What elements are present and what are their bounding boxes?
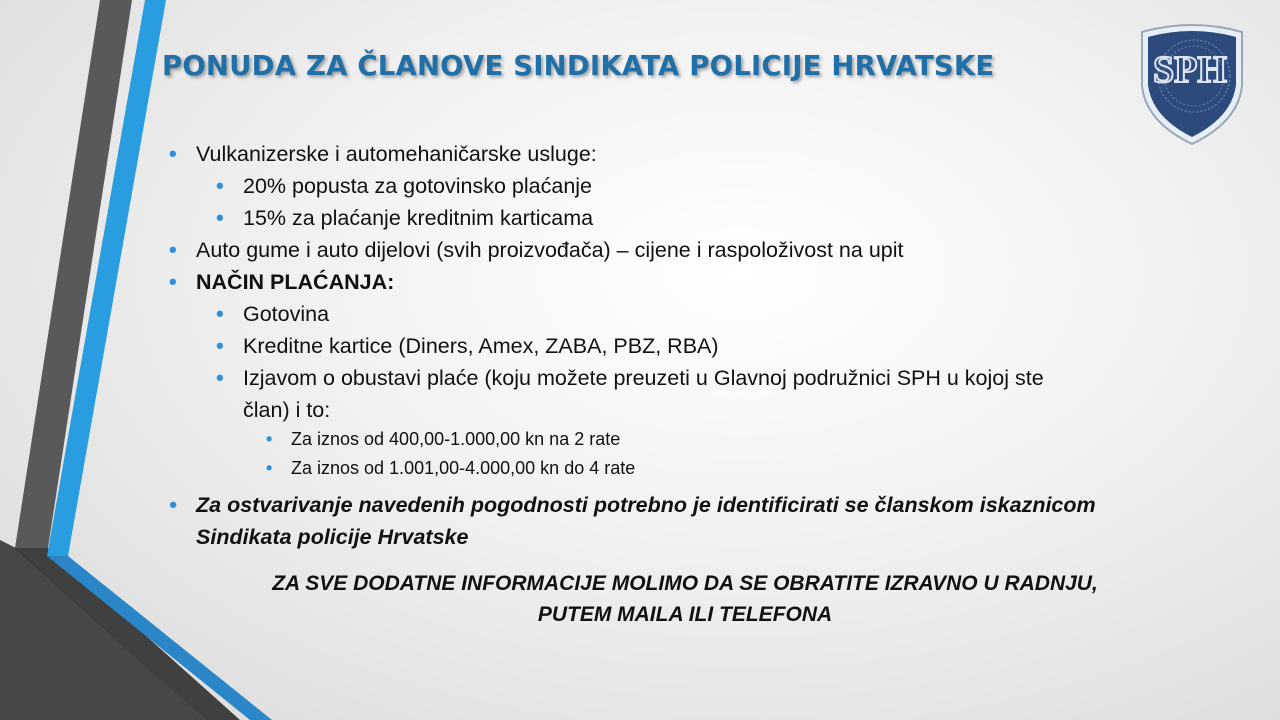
bullet-text: Gotovina <box>243 302 330 326</box>
bullet-subitem <box>216 298 330 330</box>
bullet-subsubitem <box>266 425 621 453</box>
bullet-text: Izjavom o obustavi plaće (koju možete preuzeti u Glavnoj podružnici SPH u kojoj ste <box>243 366 1044 390</box>
bullet-dot-icon: • <box>266 429 273 449</box>
closing-line-2: PUTEM MAILA ILI TELEFONA <box>537 603 833 626</box>
bullet-text: Auto gume i auto dijelovi (svih proizvođača) – cijene i raspoloživost na upit <box>196 238 904 262</box>
bullet-dot-icon: • <box>216 301 224 326</box>
bullet-dot-icon: • <box>216 333 224 358</box>
bullet-item-services <box>169 138 597 170</box>
bullet-text: Kreditne kartice (Diners, Amex, ZABA, PBZ, RBA) <box>243 334 719 358</box>
bullet-item-tires <box>169 234 904 266</box>
bullet-text: Za ostvarivanje navedenih pogodnosti potrebno je identificirati se članskom iskaznicom <box>196 493 1096 517</box>
bullet-dot-icon: • <box>266 458 273 478</box>
logo-lettering: SPH <box>1153 49 1227 91</box>
bullet-item-membership-note-continuation <box>196 521 468 553</box>
bullet-subitem <box>216 330 719 362</box>
bullet-dot-icon: • <box>169 269 177 294</box>
bullet-subitem <box>216 202 594 234</box>
bullet-subitem-continuation <box>243 394 330 426</box>
bullet-item-membership-note <box>169 489 1096 521</box>
bullet-subitem <box>216 170 593 202</box>
bullet-dot-icon: • <box>216 173 224 198</box>
bullet-text: NAČIN PLAĆANJA: <box>196 270 395 294</box>
bullet-dot-icon: • <box>169 141 177 166</box>
bullet-subsubitem <box>266 454 636 482</box>
closing-note <box>170 568 1200 630</box>
bullet-text: Sindikata policije Hrvatske <box>196 525 469 549</box>
bullet-text: Vulkanizerske i automehaničarske usluge: <box>196 142 597 166</box>
bullet-item-payment <box>169 266 395 298</box>
bullet-dot-icon: • <box>216 205 224 230</box>
bullet-text: 15% za plaćanje kreditnim karticama <box>243 206 594 230</box>
bullet-text: Za iznos od 1.001,00-4.000,00 kn do 4 rate <box>291 458 636 478</box>
slide-title: PONUDA ZA ČLANOVE SINDIKATA POLICIJE HRVATSKE <box>162 50 995 82</box>
bullet-dot-icon: • <box>169 237 177 262</box>
closing-line-1: ZA SVE DODATNE INFORMACIJE MOLIMO DA SE OBRATITE IZRAVNO U RADNJU, <box>272 572 1098 595</box>
bullet-dot-icon: • <box>169 492 177 517</box>
bullet-dot-icon: • <box>216 365 224 390</box>
bullet-text: član) i to: <box>243 398 331 422</box>
bullet-subitem <box>216 362 1044 394</box>
bullet-text: Za iznos od 400,00-1.000,00 kn na 2 rate <box>291 429 621 449</box>
bullet-text: 20% popusta za gotovinsko plaćanje <box>243 174 593 198</box>
